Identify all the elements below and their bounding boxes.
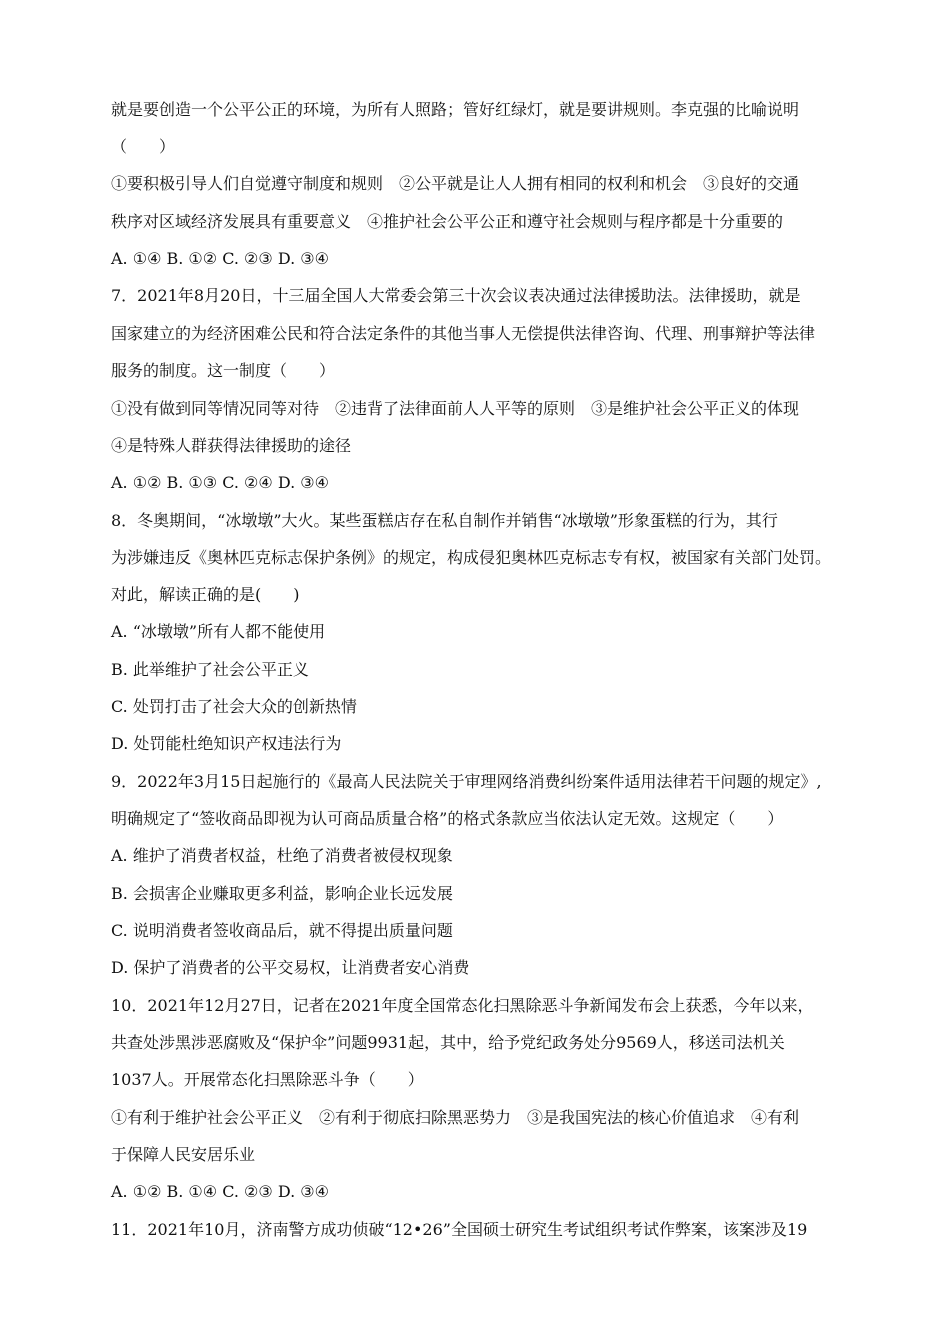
text-line: ④是特殊人群获得法律援助的途径 — [111, 436, 352, 455]
text-line: C. 说明消费者签收商品后，就不得提出质量问题 — [111, 921, 453, 940]
text-line: 就是要创造一个公平公正的环境，为所有人照路；管好红绿灯，就是要讲规则。李克强的比喻说明 — [111, 100, 800, 119]
text-line: 1037人。开展常态化扫黑除恶斗争（ ） — [111, 1070, 424, 1089]
text-line: B. 会损害企业赚取更多利益，影响企业长远发展 — [111, 884, 453, 903]
text-line: 秩序对区域经济发展具有重要意义 ④推护社会公平公正和遵守社会规则与程序都是十分重要的 — [111, 212, 784, 231]
text-line: 7．2021年8月20日，十三届全国人大常委会第三十次会议表决通过法律援助法。法律援助，就是 — [111, 286, 801, 305]
text-line: 国家建立的为经济困难公民和符合法定条件的其他当事人无偿提供法律咨询、代理、刑事辩护等法律 — [111, 324, 816, 343]
text-line: 8．冬奥期间，“冰墩墩”大火。某些蛋糕店存在私自制作并销售“冰墩墩”形象蛋糕的行为，其行 — [111, 511, 778, 530]
text-line: 为涉嫌违反《奥林匹克标志保护条例》的规定，构成侵犯奥林匹克标志专有权，被国家有关部门处罚。 — [111, 548, 832, 567]
text-line: C. 处罚打击了社会大众的创新热情 — [111, 697, 357, 716]
text-line: B. 此举维护了社会公平正义 — [111, 660, 309, 679]
text-line: （ ） — [111, 137, 176, 156]
text-line: 10．2021年12月27日，记者在2021年度全国常态化扫黑除恶斗争新闻发布会上获悉，今年以来， — [111, 996, 814, 1015]
text-line: D. 保护了消费者的公平交易权，让消费者安心消费 — [111, 958, 470, 977]
text-line: A. 维护了消费者权益，杜绝了消费者被侵权现象 — [111, 846, 453, 865]
text-line: 对此，解读正确的是( ) — [111, 585, 300, 604]
text-line: 11．2021年10月，济南警方成功侦破“12•26”全国硕士研究生考试组织考试作弊案，该案涉及19 — [111, 1220, 808, 1239]
text-line: 9．2022年3月15日起施行的《最高人民法院关于审理网络消费纠纷案件适用法律若干问题的规定》, — [111, 772, 822, 791]
text-line: A. ①② B. ①④ C. ②③ D. ③④ — [111, 1182, 329, 1201]
text-line: ①没有做到同等情况同等对待 ②违背了法律面前人人平等的原则 ③是维护社会公平正义的体现 — [111, 399, 800, 418]
text-line: A. ①② B. ①③ C. ②④ D. ③④ — [111, 473, 329, 492]
text-line: ①要积极引导人们自觉遵守制度和规则 ②公平就是让人人拥有相同的权利和机会 ③良好的交通 — [111, 174, 800, 193]
text-line: D. 处罚能杜绝知识产权违法行为 — [111, 734, 342, 753]
text-line: 于保障人民安居乐业 — [111, 1145, 256, 1164]
text-line: A. “冰墩墩”所有人都不能使用 — [111, 622, 326, 641]
text-line: A. ①④ B. ①② C. ②③ D. ③④ — [111, 249, 329, 268]
text-line: 服务的制度。这一制度（ ） — [111, 361, 336, 380]
text-line: ①有利于维护社会公平正义 ②有利于彻底扫除黑恶势力 ③是我国宪法的核心价值追求 ④有利 — [111, 1108, 800, 1127]
text-line: 明确规定了“签收商品即视为认可商品质量合格”的格式条款应当依法认定无效。这规定（ ） — [111, 809, 784, 828]
text-line: 共查处涉黑涉恶腐败及“保护伞”问题9931起，其中，给予党纪政务处分9569人，移送司法机关 — [111, 1033, 785, 1052]
